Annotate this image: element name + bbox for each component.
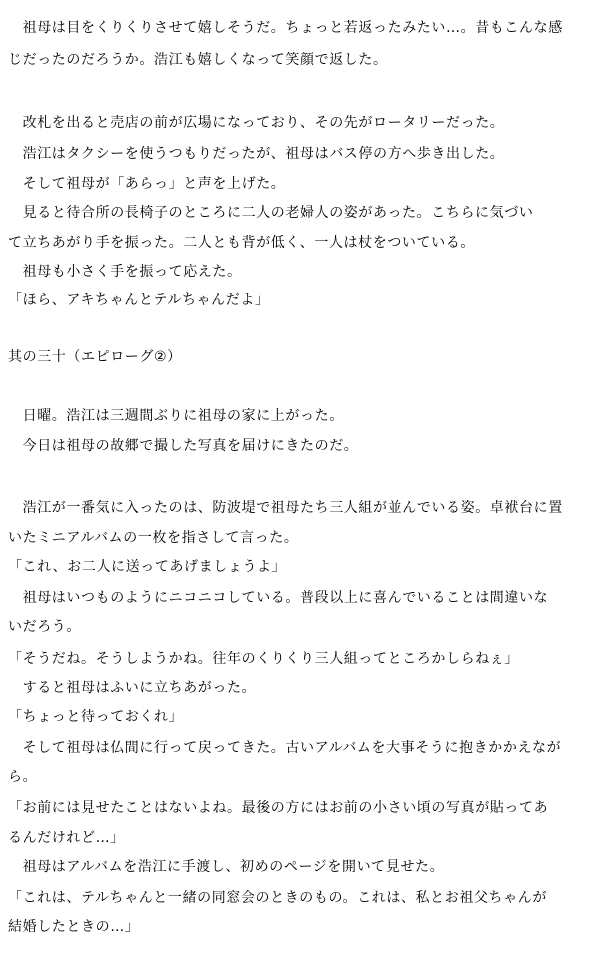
text-line: 「ちょっと待っておくれ」	[8, 709, 184, 725]
text-line: 「ほら、アキちゃんとテルちゃんだよ」	[8, 292, 270, 308]
text-line: るんだけれど…」	[8, 830, 125, 846]
text-line: いたミニアルバムの一枚を指さして言った。	[8, 530, 299, 546]
text-line: て立ちあがり手を振った。二人とも背が低く、一人は杖をついている。	[8, 235, 475, 251]
section-heading: 其の三十（エピローグ②）	[8, 349, 182, 365]
text-line: 「これは、テルちゃんと一緒の同窓会のときのもの。これは、私とお祖父ちゃんが	[8, 890, 547, 906]
text-line: いだろう。	[8, 619, 81, 635]
text-line: ら。	[8, 769, 38, 785]
text-line: 浩江はタクシーを使うつもりだったが、祖母はバス停の方へ歩き出した。	[8, 146, 505, 162]
text-line: 今日は祖母の故郷で撮した写真を届けにきたのだ。	[8, 438, 359, 454]
text-line: 祖母は目をくりくりさせて嬉しそうだ。ちょっと若返ったみたい…。昔もこんな感	[8, 20, 563, 36]
text-line: 祖母も小さく手を振って応えた。	[8, 264, 242, 280]
text-line: 「これ、お二人に送ってあげましょうよ」	[8, 559, 287, 575]
text-line: 改札を出ると売店の前が広場になっており、その先がロータリーだった。	[8, 115, 505, 131]
text-line: 結婚したときの…」	[8, 919, 140, 935]
text-line: 「お前には見せたことはないよね。最後の方にはお前の小さい頃の写真が貼ってあ	[8, 800, 549, 816]
text-line: じだったのだろうか。浩江も嬉しくなって笑顔で返した。	[8, 52, 388, 68]
text-line: 祖母はアルバムを浩江に手渡し、初めのページを開いて見せた。	[8, 859, 445, 875]
text-line: すると祖母はふいに立ちあがった。	[8, 680, 257, 696]
text-line: そして祖母が「あらっ」と声を上げた。	[8, 176, 286, 192]
text-line: 「そうだね。そうしようかね。往年のくりくり三人組ってところかしらねぇ」	[8, 651, 519, 667]
text-line: 日曜。浩江は三週間ぶりに祖母の家に上がった。	[8, 408, 344, 424]
text-line: 浩江が一番気に入ったのは、防波堤で祖母たち三人組が並んでいる姿。卓袱台に置	[8, 500, 563, 516]
text-line: 祖母はいつものようにニコニコしている。普段以上に喜んでいることは間違いな	[8, 590, 549, 606]
text-line: そして祖母は仏間に行って戻ってきた。古いアルバムを大事そうに抱きかかえなが	[8, 740, 562, 756]
text-line: 見ると待合所の長椅子のところに二人の老婦人の姿があった。こちらに気づい	[8, 205, 534, 221]
